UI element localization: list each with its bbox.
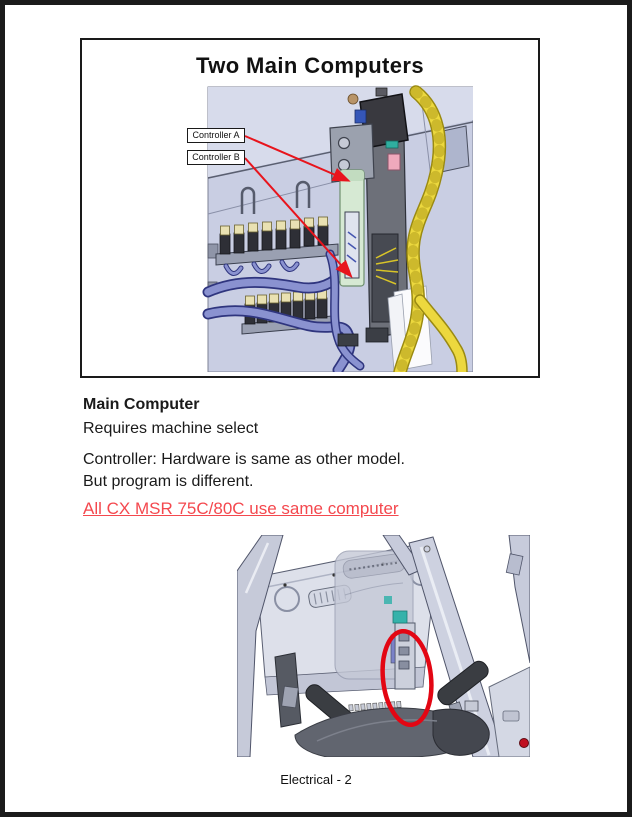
cab-interior-diagram [237, 535, 530, 757]
electrical-compartment-diagram [180, 82, 473, 372]
section-heading: Main Computer [83, 396, 200, 413]
pink-connector [388, 154, 400, 170]
body-text-line2: But program is different. [83, 473, 254, 490]
cab-illustration [237, 535, 530, 757]
document-page [5, 5, 627, 812]
machinery-illustration [180, 82, 473, 372]
page-title: Two Main Computers [195, 53, 425, 78]
body-text-requires: Requires machine select [83, 420, 259, 437]
controller-b-label: Controller B [187, 150, 245, 165]
seat-base [295, 708, 489, 757]
controller-a-label: Controller A [187, 128, 245, 143]
body-text-controller [83, 449, 405, 493]
red-knob [520, 739, 529, 748]
link-same-computer[interactable]: All CX MSR 75C/80C use same computer [83, 499, 399, 518]
cab-far-right-pillar [489, 535, 530, 757]
page-footer: Electrical - 2 [280, 772, 352, 787]
body-text-line1: Controller: Hardware is same as other model. [83, 451, 405, 468]
